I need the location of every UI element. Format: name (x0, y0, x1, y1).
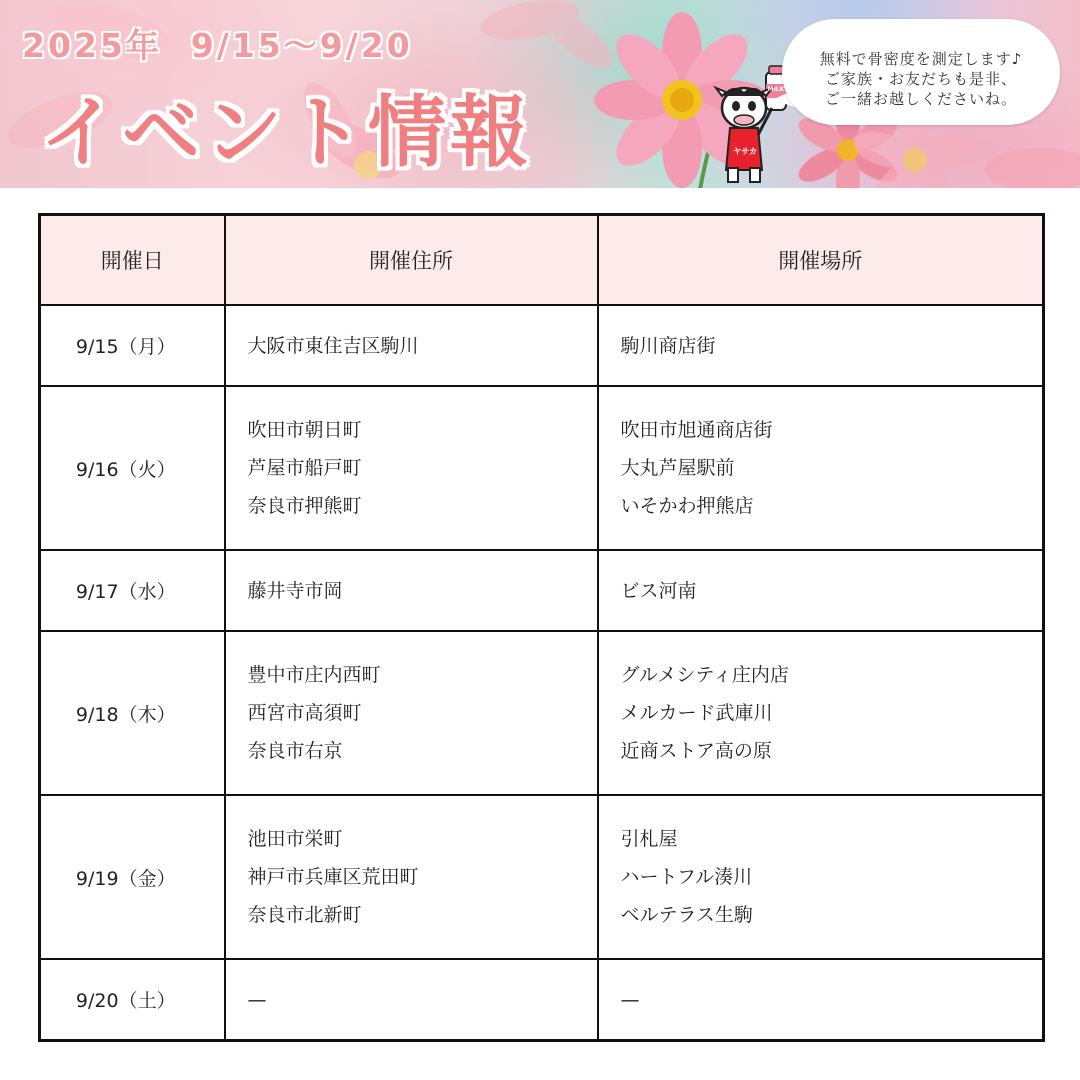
event-date: 9/17（水） (40, 550, 225, 631)
event-place-cell (598, 550, 1044, 631)
table-row (40, 305, 1044, 386)
table-row (40, 631, 1044, 795)
event-place: — (620, 988, 640, 1011)
event-place-cell (598, 305, 1044, 386)
event-date: 9/16（火） (40, 386, 225, 550)
event-address: 豊中市庄内西町 (247, 664, 381, 686)
event-place: 吹田市旭通商店街 (620, 419, 773, 441)
speech-bubble-line: 無料で骨密度を測定します♪ (819, 50, 1023, 68)
event-address-cell (225, 550, 598, 631)
event-place: メルカード武庫川 (620, 702, 773, 724)
date-range-title: 2025年 9/15〜9/20 (22, 26, 413, 65)
event-date: 9/19（金） (40, 795, 225, 959)
event-place-cell (598, 959, 1044, 1041)
event-address: 吹田市朝日町 (247, 419, 362, 441)
event-address-cell (225, 631, 598, 795)
event-address-cell (225, 795, 598, 959)
event-address: 奈良市北新町 (247, 904, 362, 926)
event-place: ベルテラス生駒 (620, 904, 753, 926)
event-place: いそかわ押熊店 (620, 495, 754, 517)
event-place-cell (598, 631, 1044, 795)
speech-bubble-line: ご一緒お越しくださいね。 (824, 90, 1017, 108)
table-row (40, 386, 1044, 550)
background-flower-top (478, 0, 621, 78)
event-place: 駒川商店街 (620, 334, 716, 357)
event-date: 9/18（木） (40, 631, 225, 795)
header-place: 開催場所 (598, 215, 1044, 306)
event-address-cell (225, 305, 598, 386)
event-address: 芦屋市船戸町 (247, 457, 362, 479)
event-address: 西宮市高須町 (247, 702, 362, 724)
event-address: 大阪市東住吉区駒川 (247, 334, 419, 357)
event-place: 引札屋 (620, 828, 678, 850)
event-place: グルメシティ庄内店 (620, 664, 789, 686)
header-address: 開催住所 (225, 215, 598, 306)
event-date: 9/15（月） (40, 305, 225, 386)
event-address: 池田市栄町 (247, 828, 343, 850)
event-place: 近商ストア高の原 (620, 740, 772, 762)
table-row (40, 795, 1044, 959)
event-place-cell (598, 386, 1044, 550)
event-address: 神戸市兵庫区荒田町 (247, 866, 419, 888)
table-row (40, 550, 1044, 631)
table-header-row (40, 215, 1044, 306)
event-place: 大丸芦屋駅前 (620, 457, 735, 479)
milk-bottle-label: MILK (767, 86, 785, 93)
event-place: ハートフル湊川 (620, 866, 753, 888)
header-date: 開催日 (40, 215, 225, 306)
event-address-cell (225, 386, 598, 550)
mascot-badge-text: ヤサカ (733, 147, 757, 156)
table-row (40, 959, 1044, 1041)
event-address: 奈良市右京 (247, 740, 343, 762)
event-place: ビス河南 (620, 579, 697, 602)
event-date: 9/20（土） (40, 959, 225, 1041)
event-schedule-table (38, 213, 1045, 1042)
header-banner (0, 0, 1080, 188)
event-place-cell (598, 795, 1044, 959)
event-address-cell (225, 959, 598, 1041)
speech-bubble-line: ご家族・お友だちも是非、 (824, 70, 1017, 88)
event-address: — (247, 988, 267, 1011)
event-address: 奈良市押熊町 (247, 495, 362, 517)
speech-bubble (782, 19, 1060, 125)
event-address: 藤井寺市岡 (247, 579, 343, 602)
page-title: イベント情報 (40, 88, 533, 178)
